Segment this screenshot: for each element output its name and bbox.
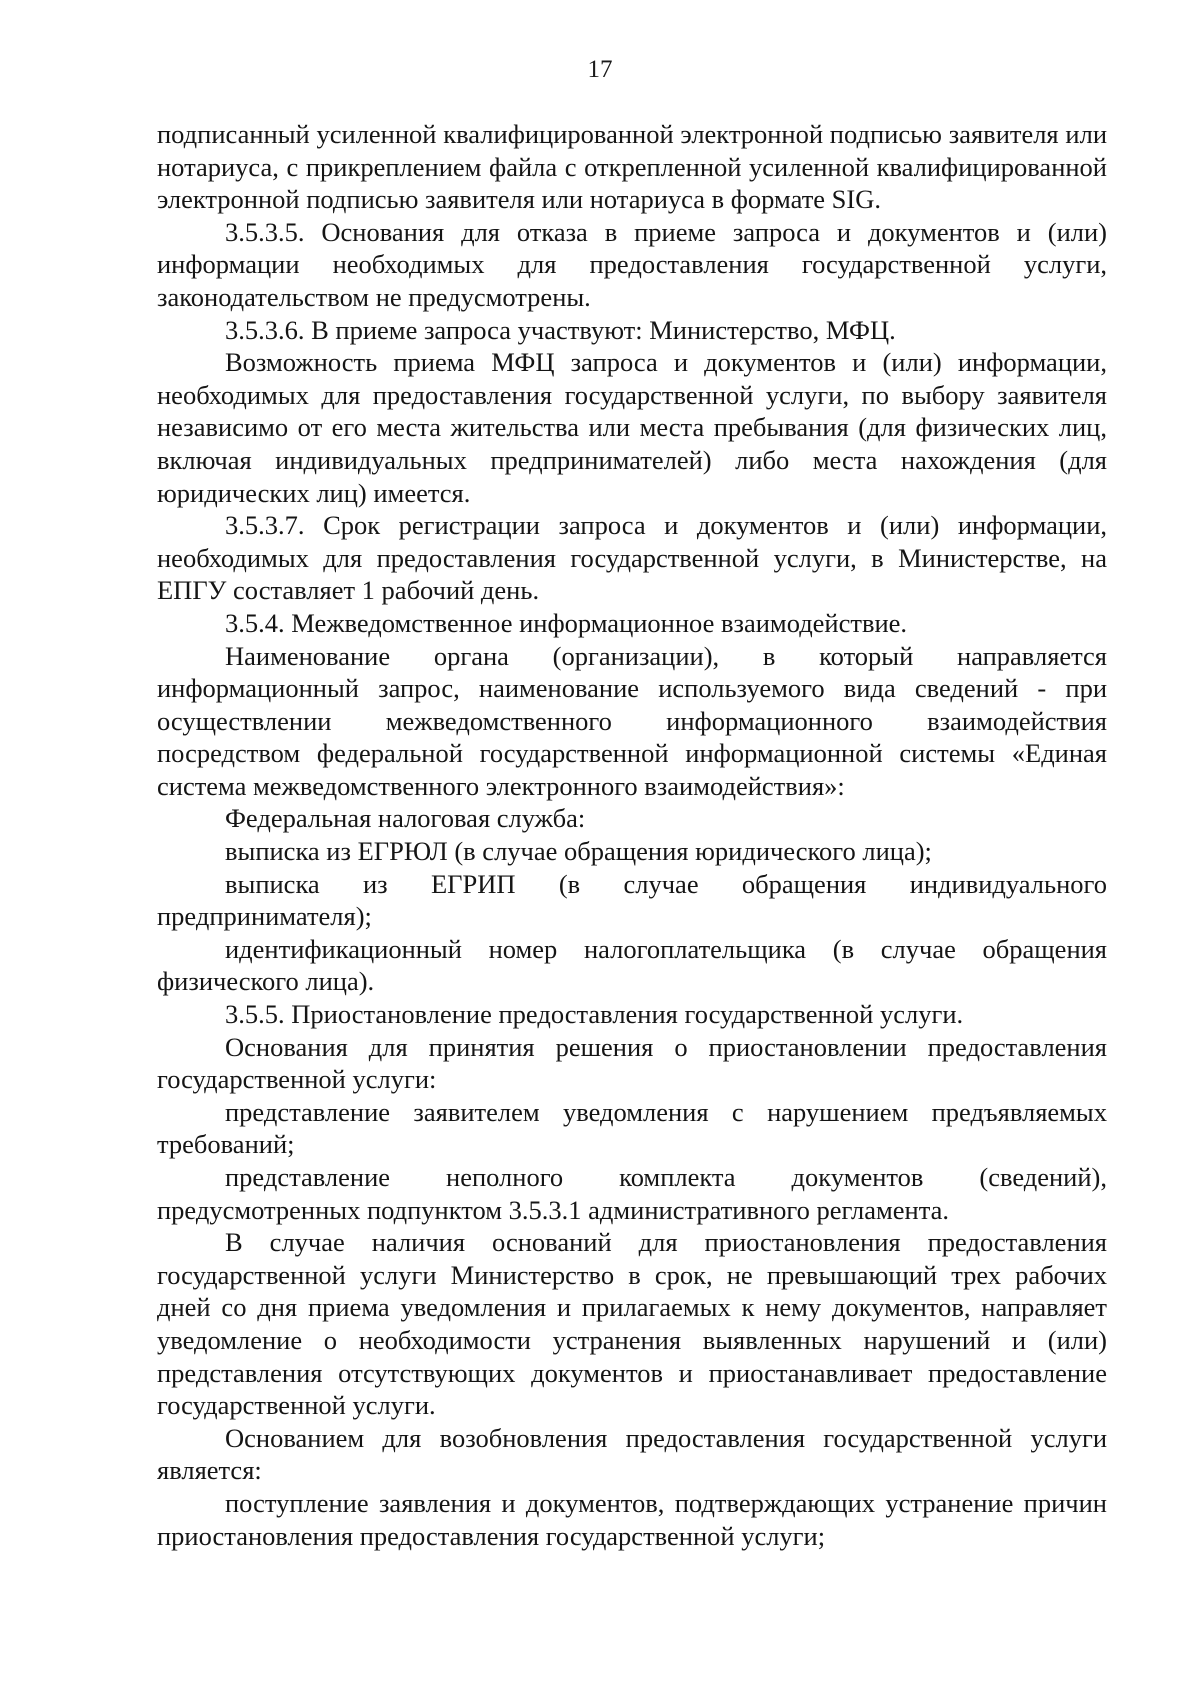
- list-item-inn: идентификационный номер налогоплательщика (в случае обращения физического лица).: [157, 933, 1107, 997]
- paragraph-3-5-4: 3.5.4. Межведомственное информационное взаимодействие.: [225, 607, 908, 638]
- list-item-resumption-documents: поступление заявления и документов, подтверждающих устранение причин приостановления предоставления государственной услуги;: [157, 1487, 1107, 1551]
- paragraph-tax-service: Федеральная налоговая служба:: [225, 803, 586, 834]
- paragraph-3-5-3-5: 3.5.3.5. Основания для отказа в приеме запроса и документов и (или) информации необходимых для предоставления государственной услуги, законодательством не предусмотрены.: [157, 216, 1107, 312]
- paragraph-suspension-grounds: Основания для принятия решения о приостановлении предоставления государственной услуги:: [157, 1031, 1107, 1095]
- paragraph-mfc-reception: Возможность приема МФЦ запроса и документов и (или) информации, необходимых для предоставления государственной услуги, по выбору заявителя независимо от его места жительства или места пребывания (для физических лиц, включая индивидуальных предпринимателей) либо места нахождения (для юридических лиц) имеется.: [157, 347, 1107, 508]
- page-number: 17: [587, 56, 613, 83]
- list-item-incomplete-documents: представление неполного комплекта документов (сведений), предусмотренных подпунктом 3.5.3.1 административного регламента.: [157, 1162, 1107, 1225]
- list-item-egrip: выписка из ЕГРИП (в случае обращения индивидуального предпринимателя);: [157, 868, 1107, 932]
- paragraph-3-5-5: 3.5.5. Приостановление предоставления государственной услуги.: [225, 999, 964, 1030]
- paragraph-3-5-3-6: 3.5.3.6. В приеме запроса участвуют: Министерство, МФЦ.: [225, 314, 896, 345]
- list-item-egrul: выписка из ЕГРЮЛ (в случае обращения юридического лица);: [225, 836, 932, 867]
- paragraph-resumption-grounds: Основанием для возобновления предоставления государственной услуги является:: [157, 1422, 1107, 1486]
- paragraph-request-organization: Наименование органа (организации), в который направляется информационный запрос, наименование используемого вида сведений - при осуществлении межведомственного информационного взаимодействия посредством федеральной государственной информационной системы «Единая система межведомственного электронного взаимодействия»:: [157, 640, 1107, 801]
- paragraph-signature-format: подписанный усиленной квалифицированной электронной подписью заявителя или нотариуса, с прикреплением файла с открепленной усиленной квалифицированной электронной подписью заявителя или нотариуса в формате SIG.: [157, 119, 1107, 215]
- paragraph-3-5-3-7: 3.5.3.7. Срок регистрации запроса и документов и (или) информации, необходимых для предоставления государственной услуги, в Министерстве, на ЕПГУ составляет 1 рабочий день.: [157, 510, 1107, 606]
- paragraph-suspension-procedure: В случае наличия оснований для приостановления предоставления государственной услуги Министерство в срок, не превышающий трех рабочих дней со дня приема уведомления и прилагаемых к нему документов, направляет уведомление о необходимости устранения выявленных нарушений и (или) представления отсутствующих документов и приостанавливает предоставление государственной услуги.: [157, 1227, 1107, 1421]
- list-item-violation-notice: представление заявителем уведомления с нарушением предъявляемых требований;: [157, 1096, 1107, 1160]
- document-body: [157, 118, 1107, 1552]
